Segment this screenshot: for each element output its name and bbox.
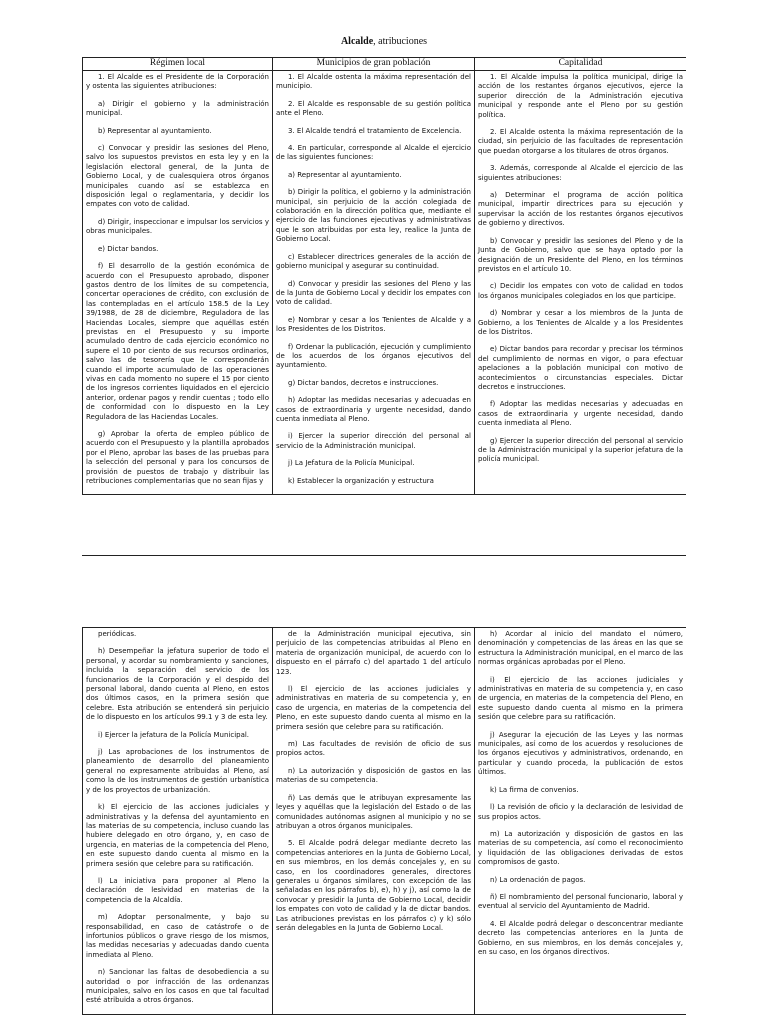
comparison-table-page-1 xyxy=(82,57,686,495)
page-1 xyxy=(82,57,686,556)
paragraph: j) La Jefatura de la Policía Municipal. xyxy=(288,459,415,468)
paragraph: n) La ordenación de pagos. xyxy=(490,875,586,884)
comparison-table-page-2 xyxy=(82,627,686,1015)
paragraph: c) Convocar y presidir las sesiones del Pleno, salvo los supuestos previstos en esta ley y en la legislación electoral general, de la Junta de Gobierno Local, y de cualesquiera otros órganos municipales cuando así se establezca en disposición legal o reglamentaria, y decidir los empates con voto de calidad. xyxy=(86,144,269,209)
paragraph: d) Dirigir, inspeccionar e impulsar los servicios y obras municipales. xyxy=(86,217,269,236)
title-rest: , atribuciones xyxy=(373,36,428,47)
paragraph: b) Convocar y presidir las sesiones del Pleno y de la Junta de Gobierno, salvo que se haya optado por la designación de un Presidente del Pleno, en los términos previstos en el artículo 10. xyxy=(478,236,683,273)
paragraph: m) Adoptar personalmente, y bajo su responsabilidad, en caso de catástrofe o de infortunios públicos o grave riesgo de los mismos, las medidas necesarias y adecuadas dando cuenta inmediata al Pleno. xyxy=(86,913,269,959)
page2-col-gran-poblacion xyxy=(273,628,475,1015)
paragraph: de la Administración municipal ejecutiva, sin perjuicio de las competencias atribuidas al Pleno en materia de organización municipal, de acuerdo con lo dispuesto en el párrafo c) del apartado 1 del artículo 123. xyxy=(276,630,471,676)
paragraph: h) Desempeñar la jefatura superior de todo el personal, y acordar su nombramiento y sanciones, incluida la separación del servicio de los funcionarios de la Corporación y el despido del personal laboral, dando cuenta al Pleno, en estos dos últimos casos, en la primera sesión que celebre. Esta atribución se entenderá sin perjuicio de lo dispuesto en los artículos 99.1 y 3 de esta ley. xyxy=(86,647,269,722)
paragraph: c) Establecer directrices generales de la acción de gobierno municipal y asegurar su continuidad. xyxy=(276,252,471,271)
paragraph: 1. El Alcalde ostenta la máxima representación del municipio. xyxy=(276,73,471,91)
paragraph: j) Las aprobaciones de los instrumentos de planeamiento de desarrollo del planeamiento general no expresamente atribuidas al Pleno, así como la de los instrumentos de gestión urbanística y de los proyectos de urbanización. xyxy=(86,748,269,794)
paragraph: l) La iniciativa para proponer al Pleno la declaración de lesividad en materias de la competencia de la Alcaldía. xyxy=(86,876,269,904)
paragraph: d) Nombrar y cesar a los miembros de la Junta de Gobierno, a los Tenientes de Alcalde y a los Presidentes de los Distritos. xyxy=(478,309,683,336)
paragraph: e) Dictar bandos para recordar y precisar los términos del cumplimiento de normas en vigor, o para efectuar apelaciones a la población municipal con motivo de acontecimientos o circunstancias especiales. Dictar decretos e instrucciones. xyxy=(478,345,683,391)
paragraph: j) Asegurar la ejecución de las Leyes y las normas municipales, así como de los acuerdos y resoluciones de los órganos ejecutivos y administrativos, ordenando, en particular y cuando proceda, la publicación de estos últimos. xyxy=(478,730,683,777)
paragraph: a) Representar al ayuntamiento. xyxy=(288,170,402,179)
paragraph: 4. El Alcalde podrá delegar o desconcentrar mediante decreto las competencias anteriores en la Junta de Gobierno, en sus miembros, en los demás concejales y, en su caso, en los órganos directivos. xyxy=(478,919,683,956)
paragraph: a) Determinar el programa de acción política municipal, impartir directrices para su ejecución y supervisar la acción de los restantes órganos ejecutivos de gobierno y directivos. xyxy=(478,191,683,228)
paragraph: b) Representar al ayuntamiento. xyxy=(98,126,212,135)
paragraph: i) Ejercer la superior dirección del personal al servicio de la Administración municipal. xyxy=(276,432,471,450)
paragraph: f) Ordenar la publicación, ejecución y cumplimiento de los acuerdos de los órganos ejecutivos del ayuntamiento. xyxy=(276,342,471,370)
header-regimen-local: Régimen local xyxy=(83,58,273,71)
paragraph: h) Acordar al inicio del mandato el número, denominación y competencias de las áreas en las que se estructura la Administración municipal, en el marco de las normas orgánicas aprobadas por el Pleno. xyxy=(478,630,683,667)
paragraph: b) Dirigir la política, el gobierno y la administración municipal, sin perjuicio de la acción colegiada de colaboración en la dirección política que, mediante el ejercicio de las funciones ejecutivas y administrativas que le son atribuidas por esta ley, realice la Junta de Gobierno Local. xyxy=(276,188,471,244)
page1-col-capitalidad xyxy=(475,71,687,495)
paragraph: c) Decidir los empates con voto de calidad en todos los órganos municipales colegiados en los que participe. xyxy=(478,282,683,300)
paragraph: 1. El Alcalde impulsa la política municipal, dirige la acción de los restantes órganos ejecutivos, ejerce la superior dirección de la Administración ejecutiva municipal y responde ante el Pleno por su gestión política. xyxy=(478,73,683,119)
paragraph: l) El ejercicio de las acciones judiciales y administrativas en materia de su competencia y, en caso de urgencia, en materias de la competencia del Pleno, en este supuesto dando cuenta al mismo en la primera sesión que celebre para su ratificación. xyxy=(276,685,471,731)
page2-col-capitalidad xyxy=(475,628,687,1015)
paragraph: 1. El Alcalde es el Presidente de la Corporación y ostenta las siguientes atribuciones: xyxy=(86,73,269,91)
paragraph: k) La firma de convenios. xyxy=(490,785,579,794)
paragraph: g) Dictar bandos, decretos e instrucciones. xyxy=(288,378,439,387)
header-capitalidad: Capitalidad xyxy=(475,58,687,71)
paragraph: 3. El Alcalde tendrá el tratamiento de Excelencia. xyxy=(288,126,462,135)
paragraph: g) Aprobar la oferta de empleo público de acuerdo con el Presupuesto y la plantilla aprobados por el Pleno, aprobar las bases de las pruebas para la selección del personal y para los concursos de provisión de puestos de trabajo y distribuir las retribuciones complementarias que no sean fijas y xyxy=(86,430,269,486)
paragraph: k) Establecer la organización y estructura xyxy=(288,476,434,485)
paragraph: i) El ejercicio de las acciones judiciales y administrativas en materia de su competencia y, en caso de urgencia, en materias de la competencia del Pleno, en este supuesto dando cuenta al mismo en la primera sesión que celebre para su ratificación. xyxy=(478,675,683,722)
paragraph: periódicas. xyxy=(98,630,137,638)
paragraph: n) Sancionar las faltas de desobediencia a su autoridad o por infracción de las ordenanzas municipales, salvo en los casos en que tal facultad esté atribuida a otros órganos. xyxy=(86,968,269,1005)
paragraph: e) Dictar bandos. xyxy=(98,244,159,253)
paragraph: a) Dirigir el gobierno y la administración municipal. xyxy=(86,99,269,118)
paragraph: 3. Además, corresponde al Alcalde el ejercicio de las siguientes atribuciones: xyxy=(478,164,683,182)
page-2 xyxy=(82,627,686,1024)
paragraph: h) Adoptar las medidas necesarias y adecuadas en casos de extraordinaria y urgente necesidad, dando cuenta inmediata al Pleno. xyxy=(276,396,471,423)
paragraph: ñ) El nombramiento del personal funcionario, laboral y eventual al servicio del Ayuntamiento de Madrid. xyxy=(478,892,683,911)
paragraph: 4. En particular, corresponde al Alcalde el ejercicio de las siguientes funciones: xyxy=(276,144,471,162)
paragraph: d) Convocar y presidir las sesiones del Pleno y las de la Junta de Gobierno Local y decidir los empates con voto de calidad. xyxy=(276,279,471,307)
paragraph: m) La autorización y disposición de gastos en las materias de su competencia, así como el reconocimiento y liquidación de las obligaciones derivadas de estos compromisos de gasto. xyxy=(478,829,683,867)
paragraph: ñ) Las demás que le atribuyan expresamente las leyes y aquéllas que la legislación del Estado o de las comunidades autónomas asignen al municipio y no se atribuyan a otros órganos municipales. xyxy=(276,793,471,830)
title-bold: Alcalde xyxy=(340,36,374,47)
paragraph: 5. El Alcalde podrá delegar mediante decreto las competencias anteriores en la Junta de Gobierno Local, en sus miembros, en los demás concejales y, en su caso, en los coordinadores generales, directores generales u órganos similares, con excepción de las señaladas en los párrafos b), e), h) y j), así como la de convocar y presidir la Junta de Gobierno Local, decidir los empates con voto de calidad y la de dictar bandos. Las atribuciones previstas en los párrafos c) y k) sólo serán delegables en la Junta de Gobierno Local. xyxy=(276,839,471,932)
paragraph: 2. El Alcalde es responsable de su gestión política ante el Pleno. xyxy=(276,99,471,118)
paragraph: m) Las facultades de revisión de oficio de sus propios actos. xyxy=(276,740,471,758)
paragraph: i) Ejercer la jefatura de la Policía Municipal. xyxy=(98,730,250,739)
paragraph: g) Ejercer la superior dirección del personal al servicio de la Administración municipal y la superior jefatura de la policía municipal. xyxy=(478,436,683,464)
document-title xyxy=(0,36,768,47)
paragraph: k) El ejercicio de las acciones judiciales y administrativas y la defensa del ayuntamiento en las materias de su competencia, incluso cuando las hubiere delegado en otro órgano, y, en caso de urgencia, en materias de la competencia del Pleno, en este supuesto dando cuenta al mismo en la primera sesión que celebre para su ratificación. xyxy=(86,803,269,868)
page2-col-regimen-local xyxy=(83,628,273,1015)
paragraph: f) El desarrollo de la gestión económica de acuerdo con el Presupuesto aprobado, disponer gastos dentro de los límites de su competencia, concertar operaciones de crédito, con exclusión de las contempladas en el artículo 158.5 de la Ley 39/1988, de 28 de diciembre, Reguladora de las Haciendas Locales, siempre que aquéllas estén previstas en el Presupuesto y su importe acumulado dentro de cada ejercicio económico no supere el 10 por ciento de sus recursos ordinarios, salvo las de tesorería que le corresponderán cuando el importe acumulado de las operaciones vivas en cada momento no supere el 15 por ciento de los ingresos corrientes liquidados en el ejercicio anterior, ordenar pagos y rendir cuentas ; todo ello de conformidad con lo dispuesto en la Ley Reguladora de las Haciendas Locales. xyxy=(86,262,269,421)
header-gran-poblacion: Municipios de gran población xyxy=(273,58,475,71)
paragraph: l) La revisión de oficio y la declaración de lesividad de sus propios actos. xyxy=(478,803,683,821)
paragraph: f) Adoptar las medidas necesarias y adecuadas en casos de extraordinaria y urgente necesidad, dando cuenta inmediata al Pleno. xyxy=(478,400,683,428)
paragraph: n) La autorización y disposición de gastos en las materias de su competencia. xyxy=(276,766,471,785)
page1-col-gran-poblacion xyxy=(273,71,475,495)
paragraph: 2. El Alcalde ostenta la máxima representación de la ciudad, sin perjuicio de las facultades de representación que puedan otorgarse a los titulares de otros órganos. xyxy=(478,128,683,155)
page1-col-regimen-local xyxy=(83,71,273,495)
paragraph: e) Nombrar y cesar a los Tenientes de Alcalde y a los Presidentes de los Distritos. xyxy=(276,315,471,334)
